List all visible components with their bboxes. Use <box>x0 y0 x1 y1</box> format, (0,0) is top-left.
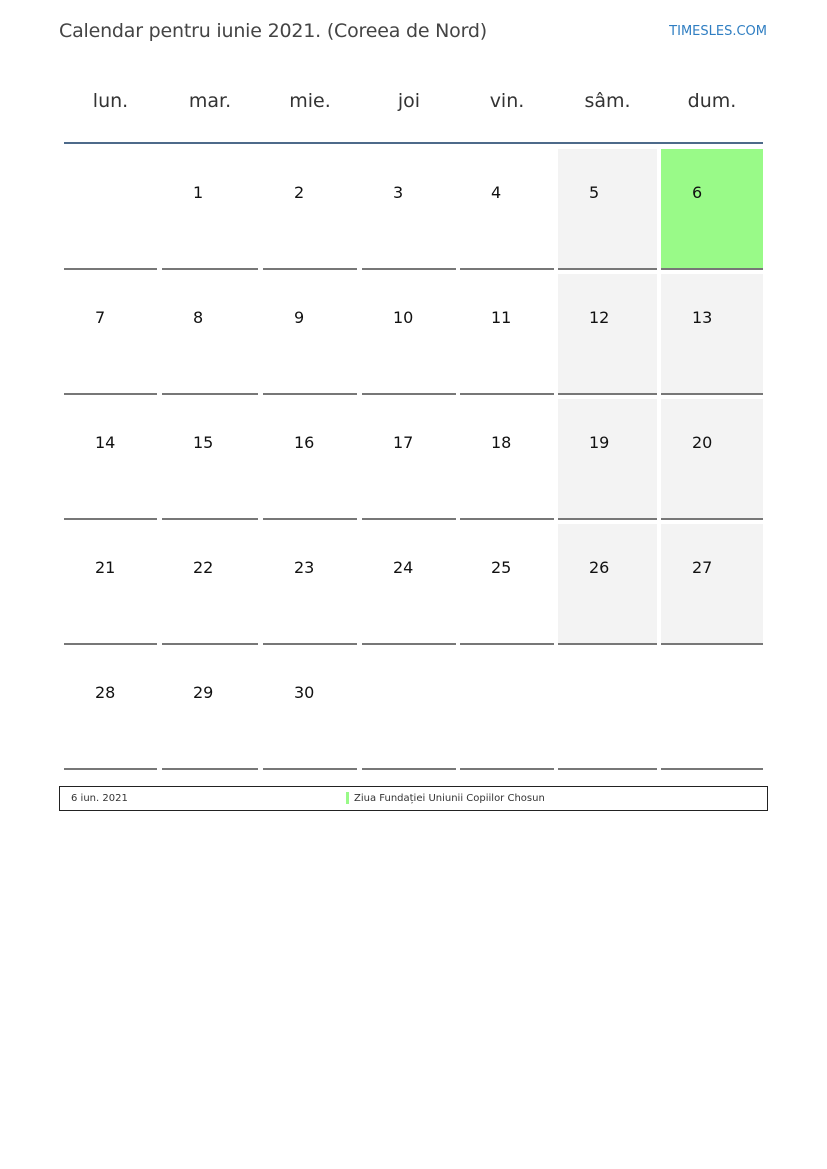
day-number: 11 <box>491 308 512 327</box>
empty-day-cell <box>64 149 157 270</box>
day-number: 26 <box>589 558 610 577</box>
day-cell-23[interactable] <box>263 524 357 645</box>
day-cell-26[interactable] <box>558 524 657 645</box>
empty-day-cell <box>661 649 763 770</box>
day-cell-20[interactable] <box>661 399 763 520</box>
day-number: 23 <box>294 558 315 577</box>
day-cell-17[interactable] <box>362 399 456 520</box>
weekday-friday: vin. <box>489 90 525 112</box>
empty-day-cell <box>558 649 657 770</box>
weekday-tuesday: mar. <box>188 90 232 112</box>
header-divider <box>64 142 763 144</box>
legend-holiday-name: Ziua Fundației Uniunii Copiilor Chosun <box>354 793 545 804</box>
day-number: 9 <box>294 308 305 327</box>
day-cell-3[interactable] <box>362 149 456 270</box>
weekday-saturday: sâm. <box>584 90 631 112</box>
day-number: 21 <box>95 558 116 577</box>
day-cell-12[interactable] <box>558 274 657 395</box>
day-cell-8[interactable] <box>162 274 258 395</box>
day-number: 14 <box>95 433 116 452</box>
day-number: 10 <box>393 308 414 327</box>
day-number: 17 <box>393 433 414 452</box>
day-number: 27 <box>692 558 713 577</box>
empty-day-cell <box>362 649 456 770</box>
weekday-sunday: dum. <box>687 90 737 112</box>
day-number: 8 <box>193 308 204 327</box>
day-cell-21[interactable] <box>64 524 157 645</box>
day-number: 16 <box>294 433 315 452</box>
day-number: 13 <box>692 308 713 327</box>
day-cell-1[interactable] <box>162 149 258 270</box>
day-cell-11[interactable] <box>460 274 554 395</box>
day-cell-7[interactable] <box>64 274 157 395</box>
day-cell-16[interactable] <box>263 399 357 520</box>
day-cell-30[interactable] <box>263 649 357 770</box>
legend-date: 6 iun. 2021 <box>71 793 128 804</box>
day-number: 18 <box>491 433 512 452</box>
day-cell-18[interactable] <box>460 399 554 520</box>
day-number: 19 <box>589 433 610 452</box>
day-number: 4 <box>491 183 502 202</box>
day-number: 5 <box>589 183 600 202</box>
day-number: 1 <box>193 183 204 202</box>
holiday-legend <box>59 786 768 811</box>
weekday-thursday: joi <box>397 90 421 112</box>
day-cell-2[interactable] <box>263 149 357 270</box>
day-cell-24[interactable] <box>362 524 456 645</box>
day-number: 2 <box>294 183 305 202</box>
day-number: 3 <box>393 183 404 202</box>
day-cell-6[interactable] <box>661 149 763 270</box>
brand-link[interactable]: TIMESLES.COM <box>669 24 767 39</box>
day-number: 7 <box>95 308 106 327</box>
day-number: 25 <box>491 558 512 577</box>
weekday-wednesday: mie. <box>289 90 331 112</box>
day-number: 6 <box>692 183 703 202</box>
day-number: 20 <box>692 433 713 452</box>
day-cell-27[interactable] <box>661 524 763 645</box>
day-cell-29[interactable] <box>162 649 258 770</box>
day-cell-22[interactable] <box>162 524 258 645</box>
day-number: 15 <box>193 433 214 452</box>
day-number: 22 <box>193 558 214 577</box>
day-cell-19[interactable] <box>558 399 657 520</box>
day-number: 12 <box>589 308 610 327</box>
day-cell-25[interactable] <box>460 524 554 645</box>
day-cell-13[interactable] <box>661 274 763 395</box>
day-cell-9[interactable] <box>263 274 357 395</box>
day-number: 28 <box>95 683 116 702</box>
day-cell-14[interactable] <box>64 399 157 520</box>
day-cell-4[interactable] <box>460 149 554 270</box>
day-cell-10[interactable] <box>362 274 456 395</box>
day-number: 24 <box>393 558 414 577</box>
empty-day-cell <box>460 649 554 770</box>
page-title: Calendar pentru iunie 2021. (Coreea de Nord) <box>59 20 487 42</box>
weekday-monday: lun. <box>92 90 129 112</box>
day-number: 29 <box>193 683 214 702</box>
legend-color-swatch <box>346 792 349 804</box>
day-cell-15[interactable] <box>162 399 258 520</box>
day-cell-5[interactable] <box>558 149 657 270</box>
day-number: 30 <box>294 683 315 702</box>
day-cell-28[interactable] <box>64 649 157 770</box>
